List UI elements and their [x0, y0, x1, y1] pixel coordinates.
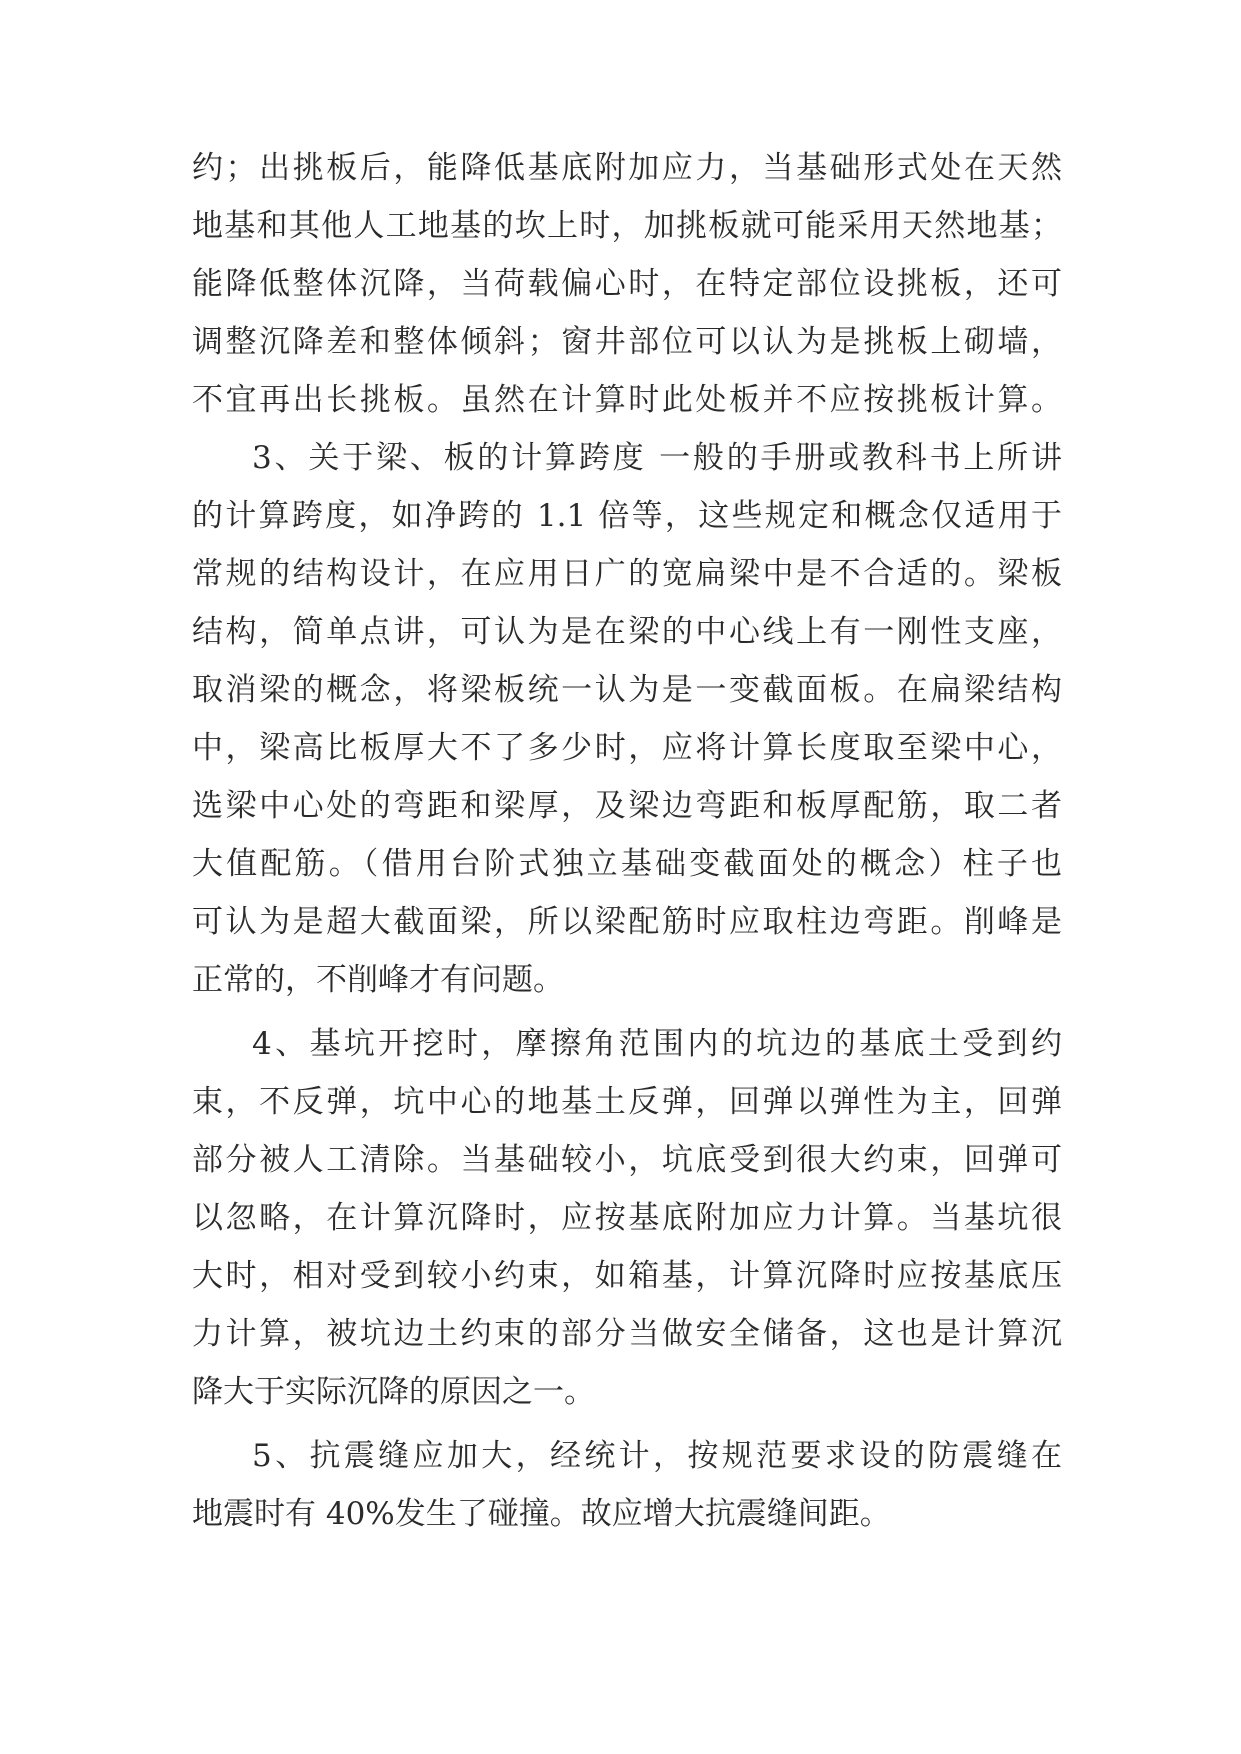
text-line: 常规的结构设计，在应用日广的宽扁梁中是不合适的。梁板 [192, 556, 1062, 592]
text-line: 部分被人工清除。当基础较小，坑底受到很大约束，回弹可 [192, 1142, 1062, 1178]
text-line: 能降低整体沉降，当荷载偏心时，在特定部位设挑板，还可 [192, 266, 1062, 302]
text-line: 以忽略，在计算沉降时，应按基底附加应力计算。当基坑很 [192, 1200, 1062, 1236]
text-line: 中，梁高比板厚大不了多少时，应将计算长度取至梁中心， [192, 730, 1062, 766]
text-line: 大值配筋。（借用台阶式独立基础变截面处的概念）柱子也 [192, 846, 1062, 882]
paragraph-5-start: 5、抗震缝应加大，经统计，按规范要求设的防震缝在 [252, 1438, 1062, 1474]
paragraph-3-start: 3、关于梁、板的计算跨度 一般的手册或教科书上所讲 [252, 440, 1062, 476]
text-line: 选梁中心处的弯距和梁厚，及梁边弯距和板厚配筋，取二者 [192, 788, 1062, 824]
text-line: 束，不反弹，坑中心的地基土反弹，回弹以弹性为主，回弹 [192, 1084, 1062, 1120]
text-line: 力计算，被坑边土约束的部分当做安全储备，这也是计算沉 [192, 1316, 1062, 1352]
text-line: 大时，相对受到较小约束，如箱基，计算沉降时应按基底压 [192, 1258, 1062, 1294]
text-line: 地基和其他人工地基的坎上时，加挑板就可能采用天然地基； [192, 208, 1062, 244]
text-line: 结构，简单点讲，可认为是在梁的中心线上有一刚性支座， [192, 614, 1062, 650]
text-line: 取消梁的概念，将梁板统一认为是一变截面板。在扁梁结构 [192, 672, 1062, 708]
text-line: 不宜再出长挑板。虽然在计算时此处板并不应按挑板计算。 [192, 382, 1062, 418]
text-line: 的计算跨度，如净跨的 1.1 倍等，这些规定和概念仅适用于 [192, 498, 1062, 534]
text-line: 地震时有 40%发生了碰撞。故应增大抗震缝间距。 [192, 1496, 891, 1532]
text-line: 降大于实际沉降的原因之一。 [192, 1374, 595, 1410]
paragraph-4-start: 4、基坑开挖时，摩擦角范围内的坑边的基底土受到约 [252, 1026, 1062, 1062]
text-line: 约；出挑板后，能降低基底附加应力，当基础形式处在天然 [192, 150, 1062, 186]
text-line: 调整沉降差和整体倾斜；窗井部位可以认为是挑板上砌墙， [192, 324, 1062, 360]
text-line: 可认为是超大截面梁，所以梁配筋时应取柱边弯距。削峰是 [192, 904, 1062, 940]
text-line: 正常的，不削峰才有问题。 [192, 962, 564, 998]
